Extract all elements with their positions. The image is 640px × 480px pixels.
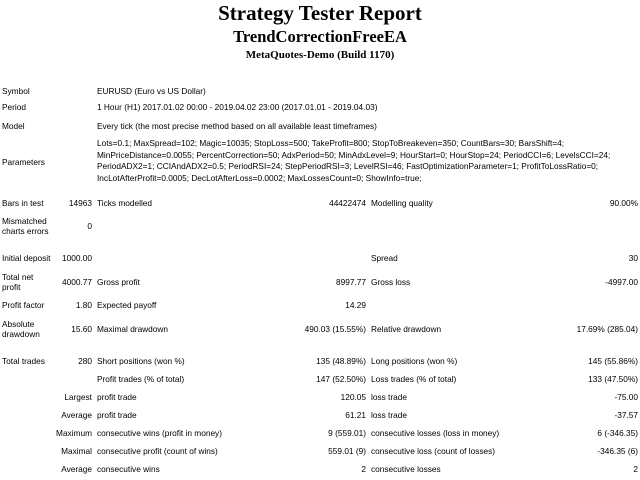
- maximum-label: Maximum: [56, 428, 92, 438]
- maximal-profit-value: 559.01 (9): [328, 446, 366, 456]
- grossprofit-value: 8997.77: [336, 277, 366, 287]
- profit-trades-value: 147 (52.50%): [316, 374, 366, 384]
- maxdd-value: 490.03 (15.55%): [304, 324, 366, 334]
- symbol-value: EURUSD (Euro vs US Dollar): [97, 86, 206, 96]
- average-profit-label: profit trade: [97, 410, 137, 420]
- ticks-label: Ticks modelled: [97, 198, 153, 208]
- grossprofit-label: Gross profit: [97, 277, 140, 287]
- quality-label: Modelling quality: [371, 198, 433, 208]
- absdd-value: 15.60: [71, 324, 92, 334]
- largest-label: Largest: [64, 392, 92, 402]
- symbol-label: Symbol: [2, 86, 30, 96]
- maximal-profit-label: consecutive profit (count of wins): [97, 446, 218, 456]
- largest-profit-label: profit trade: [97, 392, 137, 402]
- short-value: 135 (48.89%): [316, 356, 366, 366]
- bars-label: Bars in test: [2, 198, 44, 208]
- payoff-label: Expected payoff: [97, 300, 157, 310]
- deposit-value: 1000.00: [62, 253, 92, 263]
- ea-name: TrendCorrectionFreeEA: [233, 27, 407, 46]
- average-profit-value: 61.21: [345, 410, 366, 420]
- avg-consecutive-losses-label: consecutive losses: [371, 464, 441, 474]
- model-label: Model: [2, 121, 25, 131]
- payoff-value: 14.29: [345, 300, 366, 310]
- grossloss-label: Gross loss: [371, 277, 411, 287]
- maximal-label: Maximal: [61, 446, 92, 456]
- quality-value: 90.00%: [609, 198, 638, 208]
- parameters-label: Parameters: [2, 157, 45, 167]
- grossloss-value: -4997.00: [605, 277, 638, 287]
- reldd-label: Relative drawdown: [371, 324, 442, 334]
- maximum-losses-label: consecutive losses (loss in money): [371, 428, 500, 438]
- trades-label: Total trades: [2, 356, 45, 366]
- profit-trades-label: Profit trades (% of total): [97, 374, 185, 384]
- avg-consecutive-losses-value: 2: [633, 464, 638, 474]
- absdd-label: Absolute drawdown: [2, 319, 40, 339]
- avg-consecutive-wins-label: consecutive wins: [97, 464, 160, 474]
- period-value: 1 Hour (H1) 2017.01.02 00:00 - 2019.04.02 23:00 (2017.01.01 - 2019.04.03): [97, 102, 378, 112]
- avg-consecutive-label: Average: [61, 464, 92, 474]
- model-value: Every tick (the most precise method based on all available least timeframes): [97, 121, 377, 131]
- period-label: Period: [2, 102, 26, 112]
- average-loss-value: -37.57: [614, 410, 638, 420]
- netprofit-label: Total net profit: [2, 272, 34, 292]
- maximal-loss-label: consecutive loss (count of losses): [371, 446, 496, 456]
- spread-label: Spread: [371, 253, 398, 263]
- maximum-wins-label: consecutive wins (profit in money): [97, 428, 222, 438]
- maximal-loss-value: -346.35 (6): [597, 446, 638, 456]
- loss-trades-value: 133 (47.50%): [588, 374, 638, 384]
- parameters-value: Lots=0.1; MaxSpread=102; Magic=10035; StopLoss=500; TakeProfit=800; StopToBreakeven=350; CountBars=30; BarsShift=4; MinPriceDistance=0.0055; PercentCorrection=50; AdxPeriod=50; MinAdxLevel=9; HourStart=0; HourStop=24; PeriodCCI=6; LevelsCCI=24; PeriodADX2=1; CCIAndADX2=0.5; PeriodRSI=24; StepPeriodRSI=3; LevelRSI=46; FastOptimizationParameter=1; ProfitToLossRatio=0; IncLotAfterProfit=0.0005; DecLotAfterLoss=0.0002; MaxLossesCount=0; ShowInfo=true;: [97, 138, 611, 183]
- netprofit-value: 4000.77: [62, 277, 92, 287]
- trades-value: 280: [78, 356, 92, 366]
- long-value: 145 (55.86%): [588, 356, 638, 366]
- largest-loss-label: loss trade: [371, 392, 407, 402]
- average-loss-label: loss trade: [371, 410, 407, 420]
- server-build: MetaQuotes-Demo (Build 1170): [245, 49, 395, 61]
- maximum-wins-value: 9 (559.01): [328, 428, 366, 438]
- largest-profit-value: 120.05: [340, 392, 366, 402]
- maximum-losses-value: 6 (-346.35): [597, 428, 638, 438]
- largest-loss-value: -75.00: [614, 392, 638, 402]
- avg-consecutive-wins-value: 2: [361, 464, 366, 474]
- loss-trades-label: Loss trades (% of total): [371, 374, 457, 384]
- pf-label: Profit factor: [2, 300, 45, 310]
- report-title: Strategy Tester Report: [218, 1, 422, 25]
- spread-value: 30: [628, 253, 638, 263]
- reldd-value: 17.69% (285.04): [576, 324, 638, 334]
- mismatch-label: Mismatched charts errors: [2, 216, 49, 236]
- pf-value: 1.80: [75, 300, 92, 310]
- bars-value: 14963: [68, 198, 92, 208]
- deposit-label: Initial deposit: [2, 253, 51, 263]
- maxdd-label: Maximal drawdown: [97, 324, 169, 334]
- short-label: Short positions (won %): [97, 356, 185, 366]
- average-label: Average: [61, 410, 92, 420]
- ticks-value: 44422474: [329, 198, 366, 208]
- mismatch-value: 0: [87, 221, 92, 231]
- long-label: Long positions (won %): [371, 356, 458, 366]
